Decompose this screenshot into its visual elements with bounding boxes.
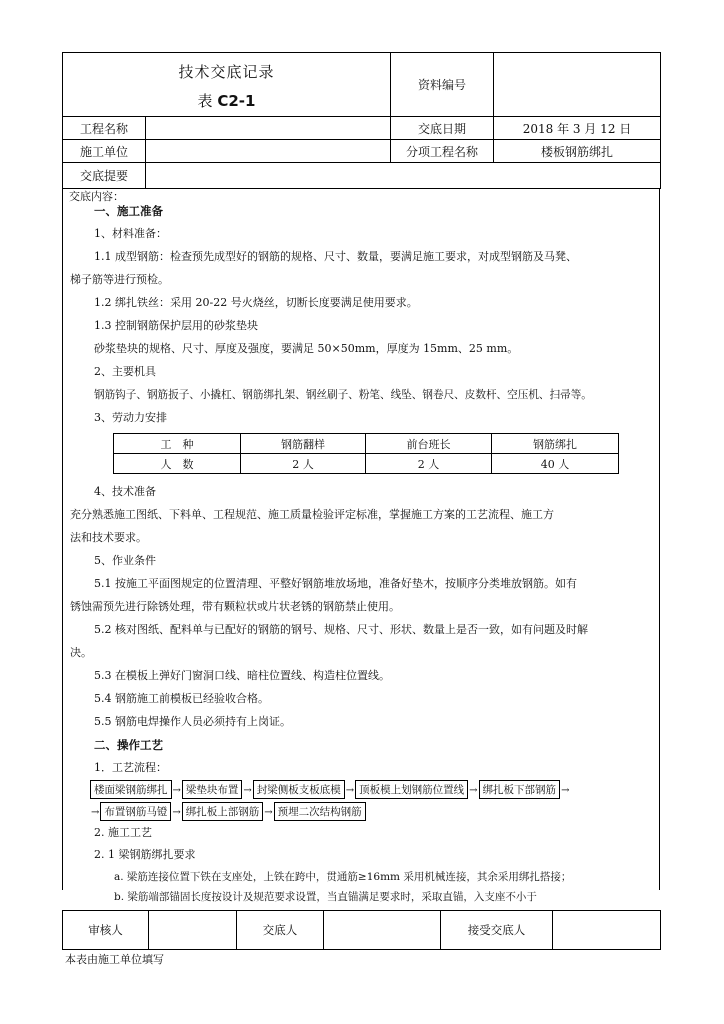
- s1-1: 1、材料准备：: [94, 227, 167, 240]
- labor-header-cell: 前台班长: [366, 434, 492, 454]
- flow-line-2: [90, 802, 366, 821]
- labor-header-cell: 工 种: [114, 434, 241, 454]
- s1-5-1b: 锈蚀需预先进行除锈处理，带有颗粒状或片状老锈的钢筋禁止使用。: [70, 600, 400, 613]
- arrow-right-icon: →: [469, 785, 478, 796]
- date-field[interactable]: 2018 年 3 月 12 日: [494, 117, 661, 140]
- s1-2: 2、主要机具: [94, 365, 156, 378]
- arrow-right-icon: →: [345, 785, 355, 796]
- content-caption: 交底内容：: [69, 190, 124, 203]
- footnote: 本表由施工单位填写: [65, 953, 164, 966]
- reviewer-field[interactable]: [149, 911, 237, 950]
- receiver-label: 接受交底人: [441, 911, 553, 950]
- project-name-label: 工程名称: [63, 117, 146, 140]
- s1-4a: 充分熟悉施工图纸、下料单、工程规范、施工质量检验评定标准，掌握施工方案的工艺流程、施工方: [70, 508, 554, 521]
- discloser-label: 交底人: [237, 911, 324, 950]
- sub-project-field[interactable]: 楼板钢筋绑扎: [494, 140, 661, 163]
- form-code: [63, 90, 390, 111]
- labor-cell: 2 人: [366, 454, 492, 474]
- discloser-field[interactable]: [324, 911, 441, 950]
- summary-field[interactable]: [146, 163, 661, 189]
- doc-no-field[interactable]: [494, 53, 661, 117]
- s1-1-1a: 1.1 成型钢筋：检查预先成型好的钢筋的规格、尺寸、数量，要满足施工要求，对成型钢筋及马凳、: [94, 250, 577, 263]
- s1-5-5: 5.5 钢筋电焊操作人员必须持有上岗证。: [94, 715, 291, 728]
- arrow-right-icon: →: [561, 785, 570, 796]
- s1-5-3: 5.3 在模板上弹好门窗洞口线、暗柱位置线、构造柱位置线。: [94, 669, 390, 682]
- s1-4: 4、技术准备: [94, 485, 156, 498]
- s1-1-2: 1.2 绑扎铁丝：采用 20-22 号火烧丝，切断长度要满足使用要求。: [94, 296, 418, 309]
- s2-2-1a: a. 梁筋连接位置下铁在支座处，上铁在跨中，贯通筋≥16mm 采用机械连接，其余采用绑扎搭接；: [114, 871, 572, 883]
- s2-2-1: 2. 1 梁钢筋绑扎要求: [94, 848, 196, 861]
- labor-cell: 人 数: [114, 454, 241, 474]
- labor-cell: 40 人: [492, 454, 619, 474]
- s1-4b: 法和技术要求。: [70, 531, 147, 544]
- flow-line-1: [90, 780, 570, 799]
- form-code-value: C2-1: [217, 92, 256, 110]
- labor-header-cell: 钢筋翻样: [241, 434, 366, 454]
- signoff-table: [62, 910, 661, 950]
- summary-label: 交底提要: [63, 163, 146, 189]
- s1-2a: 钢筋钩子、钢筋扳子、小撬杠、钢筋绑扎架、钢丝刷子、粉笔、线坠、钢卷尺、皮数杆、空压机、扫帚等。: [94, 389, 592, 401]
- s1-5-4: 5.4 钢筋施工前模板已经验收合格。: [94, 692, 269, 705]
- reviewer-label: 审核人: [63, 911, 149, 950]
- receiver-field[interactable]: [553, 911, 661, 950]
- flow-step: 楼面梁钢筋绑扎: [90, 780, 172, 799]
- arrow-right-icon: →: [172, 807, 181, 818]
- flow-step: 顶板模上划钢筋位置线: [355, 780, 468, 799]
- form-code-prefix: 表: [197, 92, 213, 110]
- s1-5-2b: 决。: [70, 646, 92, 659]
- labor-table: [113, 433, 619, 474]
- s2-1: 1．工艺流程：: [94, 761, 167, 774]
- flow-step: 布置钢筋马镫: [100, 802, 171, 821]
- labor-data-row: [114, 454, 619, 474]
- arrow-right-icon: →: [91, 807, 100, 818]
- s1-1-3: 1.3 控制钢筋保护层用的砂浆垫块: [94, 319, 258, 332]
- s1-1-3b: 砂浆垫块的规格、尺寸、厚度及强度，要满足 50×50mm，厚度为 15mm、25 mm。: [94, 342, 519, 355]
- arrow-right-icon: →: [264, 807, 273, 818]
- doc-no-label: 资料编号: [391, 53, 494, 117]
- section1-title: 一、施工准备: [94, 204, 163, 218]
- section2-title: 二、操作工艺: [94, 738, 163, 752]
- project-name-field[interactable]: [146, 117, 391, 140]
- s1-5-1a: 5.1 按施工平面图规定的位置清理、平整好钢筋堆放场地，准备好垫木，按顺序分类堆放钢筋。如有: [94, 577, 577, 590]
- labor-header-row: [114, 434, 619, 454]
- header-table: [62, 52, 661, 189]
- s2-2: 2. 施工工艺: [94, 826, 152, 839]
- flow-step: 封梁侧板支板底模: [253, 780, 345, 799]
- form-title: 技术交底记录: [178, 63, 275, 81]
- content-area: [62, 189, 660, 903]
- sub-project-label: 分项工程名称: [391, 140, 494, 163]
- title-cell: [63, 53, 391, 117]
- s1-3: 3、劳动力安排: [94, 411, 167, 424]
- labor-header-cell: 钢筋绑扎: [492, 434, 619, 454]
- unit-label: 施工单位: [63, 140, 146, 163]
- flow-step: 梁垫块布置: [182, 780, 243, 799]
- flow-step: 预埋二次结构钢筋: [274, 802, 366, 821]
- arrow-right-icon: →: [243, 785, 252, 796]
- labor-cell: 2 人: [241, 454, 366, 474]
- unit-field[interactable]: [146, 140, 391, 163]
- s2-2-1b: b. 梁筋端部锚固长度按设计及规范要求设置，当直锚满足要求时，采取直锚，入支座不小于: [114, 891, 537, 903]
- s1-1-1b: 梯子筋等进行预检。: [70, 273, 169, 286]
- date-label: 交底日期: [391, 117, 494, 140]
- flow-step: 绑扎板上部钢筋: [182, 802, 264, 821]
- s1-5: 5、作业条件: [94, 554, 156, 567]
- arrow-right-icon: →: [172, 785, 181, 796]
- flow-step: 绑扎板下部钢筋: [479, 780, 561, 799]
- s1-5-2a: 5.2 核对图纸、配料单与已配好的钢筋的钢号、规格、尺寸、形状、数量上是否一致，如有问题及时解: [94, 623, 588, 636]
